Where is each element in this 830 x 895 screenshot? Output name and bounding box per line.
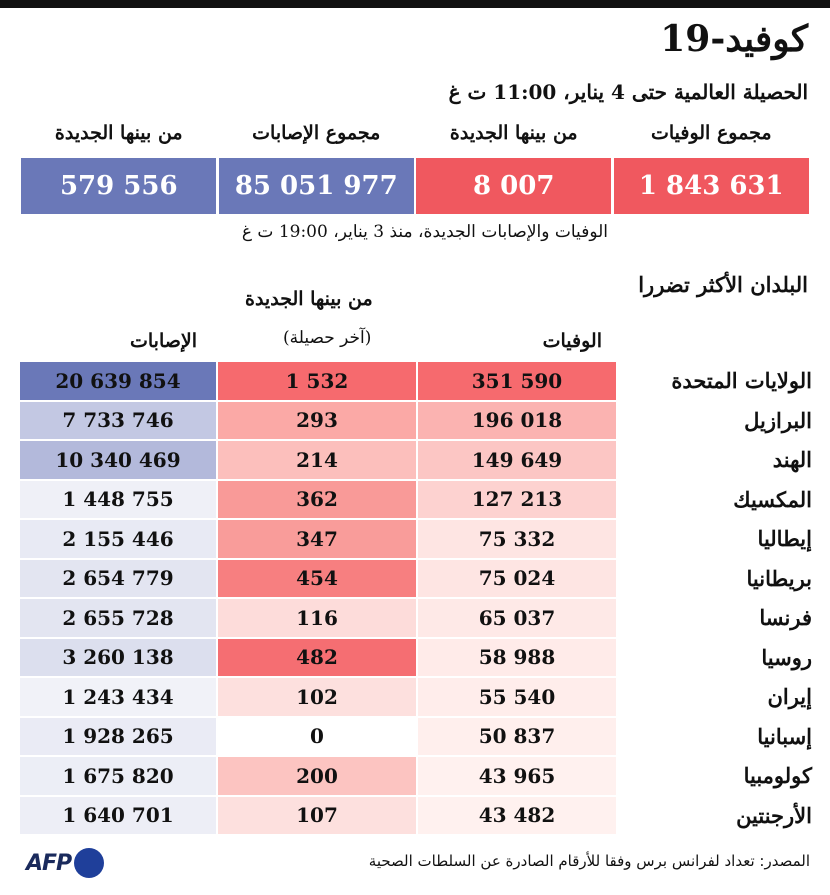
cell-country-text: روسيا	[761, 644, 812, 670]
cell-cases-text: 2 654 779	[62, 566, 174, 591]
cell-new-deaths	[217, 677, 417, 717]
cell-country-text: الأرجنتين	[736, 802, 812, 828]
summary-label-new-deaths: من بينها الجديدة	[449, 122, 578, 144]
cell-cases	[20, 638, 217, 678]
cell-cases	[20, 519, 217, 559]
cell-cases-text: 20 639 854	[55, 368, 181, 393]
section-title: البلدان الأكثر تضررا	[638, 272, 808, 297]
summary-labels	[20, 122, 810, 152]
col-header-new-sub: (آخر حصيلة)	[283, 328, 372, 348]
table-row	[20, 519, 814, 559]
cell-cases-text: 1 640 701	[62, 803, 174, 828]
afp-logo-dot-icon	[74, 848, 104, 878]
cell-cases-text: 1 448 755	[62, 487, 174, 512]
cell-cases-text: 1 928 265	[62, 724, 174, 749]
cell-cases-text: 1 675 820	[62, 763, 174, 788]
cell-cases-text: 10 340 469	[55, 447, 181, 472]
cell-deaths	[417, 440, 616, 480]
summary-new-deaths: 8 007	[416, 158, 611, 214]
cell-deaths	[417, 677, 616, 717]
cell-country-text: فرنسا	[759, 605, 812, 631]
cell-new-deaths	[217, 717, 417, 757]
cell-country	[616, 480, 814, 520]
cell-country	[616, 401, 814, 441]
cell-deaths	[417, 401, 616, 441]
cell-deaths	[417, 796, 616, 836]
cell-deaths-text: 50 837	[478, 724, 556, 749]
cell-deaths	[417, 480, 616, 520]
cell-new-deaths-text: 107	[296, 803, 338, 828]
source-note: المصدر: تعداد لفرانس برس وفقا للأرقام الصادرة عن السلطات الصحية	[368, 852, 810, 870]
table-row	[20, 677, 814, 717]
cell-deaths-text: 75 332	[478, 526, 556, 551]
cell-deaths-text: 43 965	[478, 763, 556, 788]
cell-deaths-text: 149 649	[471, 447, 563, 472]
cell-new-deaths	[217, 796, 417, 836]
cell-new-deaths-text: 214	[296, 447, 338, 472]
page-subtitle: الحصيلة العالمية حتى 4 يناير، 11:00 ت غ	[448, 80, 808, 104]
table-row	[20, 440, 814, 480]
table-row	[20, 717, 814, 757]
cell-deaths-text: 196 018	[471, 408, 563, 433]
cell-new-deaths-text: 362	[296, 487, 338, 512]
cell-country-text: كولومبيا	[743, 763, 812, 789]
cell-country-text: إيطاليا	[757, 526, 812, 552]
cell-cases	[20, 362, 217, 401]
cell-new-deaths-text: 482	[296, 645, 338, 670]
cell-country	[616, 598, 814, 638]
cell-deaths-text: 351 590	[471, 368, 563, 393]
cell-country	[616, 756, 814, 796]
summary-total-deaths: 1 843 631	[614, 158, 809, 214]
cell-new-deaths	[217, 559, 417, 599]
cell-country	[616, 362, 814, 401]
table-row	[20, 756, 814, 796]
cell-cases-text: 2 655 728	[62, 605, 174, 630]
cell-deaths	[417, 756, 616, 796]
cell-country-text: البرازيل	[744, 407, 812, 433]
cell-cases	[20, 756, 217, 796]
cell-cases	[20, 796, 217, 836]
table-row	[20, 401, 814, 441]
cell-new-deaths-text: 116	[296, 605, 338, 630]
cell-deaths-text: 58 988	[478, 645, 556, 670]
cell-cases-text: 2 155 446	[62, 526, 174, 551]
cell-country	[616, 677, 814, 717]
cell-deaths-text: 75 024	[478, 566, 556, 591]
cell-country	[616, 559, 814, 599]
summary-new-cases: 579 556	[21, 158, 216, 214]
cell-country-text: إسبانيا	[757, 723, 812, 749]
cell-country	[616, 717, 814, 757]
cell-cases	[20, 559, 217, 599]
summary-label-new-cases: من بينها الجديدة	[54, 122, 183, 144]
cell-new-deaths-text: 454	[296, 566, 338, 591]
cell-deaths-text: 55 540	[478, 684, 556, 709]
cell-new-deaths-text: 347	[296, 526, 338, 551]
cell-cases	[20, 440, 217, 480]
cell-country-text: الهند	[772, 447, 812, 473]
cell-new-deaths	[217, 480, 417, 520]
page-title: كوفيد-19	[660, 18, 808, 60]
cell-country	[616, 638, 814, 678]
cell-new-deaths-text: 1 532	[285, 368, 349, 393]
cell-new-deaths	[217, 440, 417, 480]
cell-country	[616, 440, 814, 480]
table-row	[20, 638, 814, 678]
table-row	[20, 559, 814, 599]
cell-deaths	[417, 638, 616, 678]
summary-note: الوفيات والإصابات الجديدة، منذ 3 يناير، 19:00 ت غ	[241, 222, 608, 242]
cell-deaths	[417, 362, 616, 401]
table-row	[20, 362, 814, 401]
cell-deaths-text: 65 037	[478, 605, 556, 630]
cell-country	[616, 796, 814, 836]
cell-country-text: الولايات المتحدة	[671, 368, 812, 394]
afp-logo	[26, 848, 104, 878]
cell-new-deaths-text: 293	[296, 408, 338, 433]
summary-boxes	[20, 158, 810, 214]
cell-deaths	[417, 559, 616, 599]
table-row	[20, 480, 814, 520]
top-bar	[0, 0, 830, 8]
col-header-new: من بينها الجديدة	[245, 288, 373, 310]
table-row	[20, 598, 814, 638]
cell-cases	[20, 598, 217, 638]
cell-deaths	[417, 717, 616, 757]
table-row	[20, 796, 814, 836]
cell-new-deaths-text: 200	[296, 763, 338, 788]
afp-logo-text: AFP	[26, 850, 72, 876]
cell-country-text: بريطانيا	[746, 565, 812, 591]
cell-new-deaths-text: 102	[296, 684, 338, 709]
countries-table	[20, 362, 814, 836]
cell-new-deaths	[217, 519, 417, 559]
cell-cases	[20, 401, 217, 441]
cell-cases	[20, 717, 217, 757]
cell-new-deaths-text: 0	[310, 724, 324, 749]
cell-cases-text: 3 260 138	[62, 645, 174, 670]
cell-new-deaths	[217, 756, 417, 796]
cell-country	[616, 519, 814, 559]
cell-cases	[20, 480, 217, 520]
cell-cases	[20, 677, 217, 717]
cell-cases-text: 7 733 746	[62, 408, 174, 433]
col-header-cases: الإصابات	[130, 330, 198, 352]
cell-deaths	[417, 519, 616, 559]
cell-new-deaths	[217, 401, 417, 441]
summary-label-total-deaths: مجموع الوفيات	[650, 122, 772, 144]
cell-cases-text: 1 243 434	[62, 684, 174, 709]
cell-new-deaths	[217, 638, 417, 678]
cell-deaths-text: 127 213	[471, 487, 563, 512]
countries-table-body	[20, 362, 814, 835]
cell-new-deaths	[217, 598, 417, 638]
cell-deaths-text: 43 482	[478, 803, 556, 828]
cell-country-text: المكسيك	[733, 486, 812, 512]
summary-label-total-cases: مجموع الإصابات	[252, 122, 381, 144]
summary-total-cases: 85 051 977	[219, 158, 414, 214]
col-header-deaths: الوفيات	[542, 330, 602, 352]
cell-country-text: إيران	[767, 684, 812, 710]
cell-new-deaths	[217, 362, 417, 401]
cell-deaths	[417, 598, 616, 638]
